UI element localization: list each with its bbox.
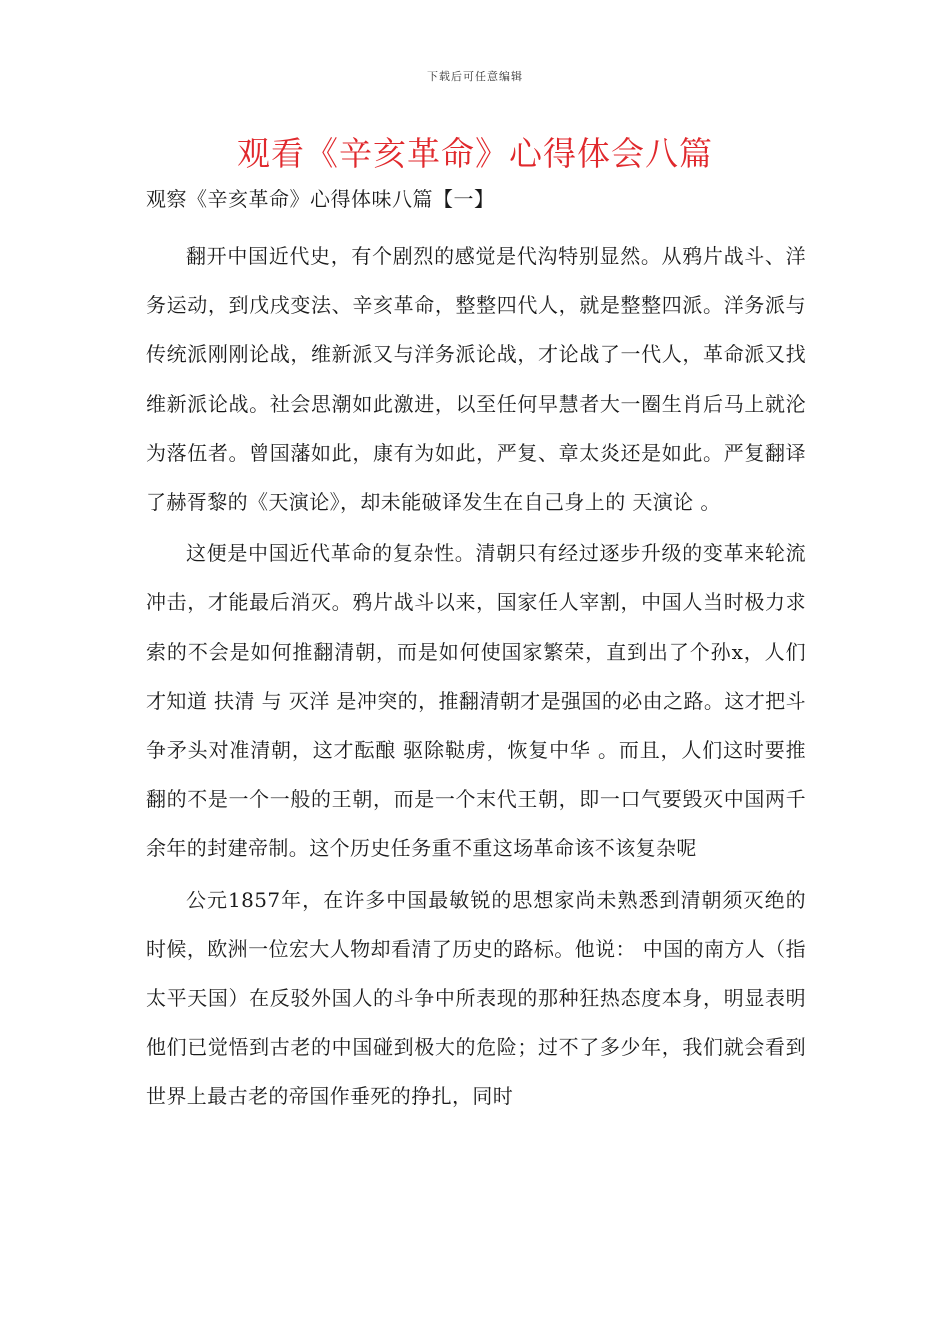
paragraph: 这便是中国近代革命的复杂性。清朝只有经过逐步升级的变革来轮流冲击，才能最后消灭。鸦片战斗以来，国家任人宰割，中国人当时极力求索的不会是如何推翻清朝，而是如何使国家繁荣，直到出了个孙x，人们才知道 扶清 与 灭洋 是冲突的，推翻清朝才是强国的必由之路。这才把斗争矛头对准清朝，这才酝酿 驱除鞑虏，恢复中华 。而且，人们这时要推翻的不是一个一般的王朝，而是一个末代王朝，即一口气要毁灭中国两千余年的封建帝制。这个历史任务重不重这场革命该不该复杂呢 [146, 541, 806, 861]
paragraph: 公元1857年，在许多中国最敏锐的思想家尚未熟悉到清朝须灭绝的时候，欧洲一位宏大人物却看清了历史的路标。他说： 中国的南方人（指太平天国）在反驳外国人的斗争中所表现的那种狂热态度本身，明显表明他们已觉悟到古老的中国碰到极大的危险；过不了多少年，我们就会看到世界上最古老的帝国作垂死的挣扎，同时 [146, 887, 806, 1109]
document-title: 观看《辛亥革命》心得体会八篇 [237, 134, 713, 173]
header-note: 下载后可任意编辑 [427, 70, 523, 83]
paragraph: 翻开中国近代史，有个剧烈的感觉是代沟特别显然。从鸦片战斗、洋务运动，到戊戌变法、辛亥革命，整整四代人，就是整整四派。洋务派与传统派刚刚论战，维新派又与洋务派论战，才论战了一代人，革命派又找维新派论战。社会思潮如此激进，以至任何早慧者大一圈生肖后马上就沦为落伍者。曾国藩如此，康有为如此，严复、章太炎还是如此。严复翻译了赫胥黎的《天演论》，却未能破译发生在自己身上的 天演论 。 [146, 244, 806, 515]
section-heading: 观察《辛亥革命》心得体味八篇【一】 [146, 187, 495, 211]
body-text [146, 232, 806, 1124]
